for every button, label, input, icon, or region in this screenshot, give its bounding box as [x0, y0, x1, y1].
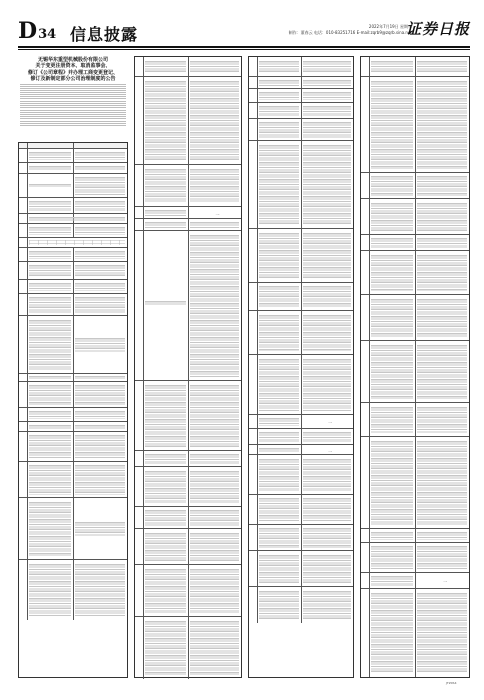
inline-grid	[29, 240, 125, 245]
masthead-logo: 证券日报	[405, 20, 470, 38]
notice-title: 无锡华东重型机械股份有限公司 关于变更注册资本、取消监事会、 修订《公司章程》并办理工商变更登记、 修订及新制定部分公司治理制度的公告	[27, 57, 118, 82]
column-4	[360, 56, 470, 678]
table-row	[249, 77, 353, 89]
page-number-label: D34	[18, 18, 57, 44]
column-3	[248, 56, 354, 678]
table-row	[19, 560, 127, 620]
table-row	[135, 507, 241, 529]
table-row: 一	[249, 415, 353, 429]
table-row	[19, 374, 127, 382]
table-row	[249, 455, 353, 495]
table-row	[361, 77, 469, 173]
table-row	[135, 529, 241, 565]
table-row	[361, 57, 469, 77]
table-row: 一	[135, 207, 241, 219]
table-row	[19, 198, 127, 214]
table-row	[19, 408, 127, 422]
table-row	[361, 341, 469, 403]
table-row	[361, 403, 469, 437]
table-row	[19, 422, 127, 432]
amendment-table-cont	[248, 56, 354, 678]
table-row	[361, 173, 469, 199]
table-row	[249, 57, 353, 77]
table-row	[19, 149, 127, 163]
table-row: 一	[249, 445, 353, 455]
table-row	[249, 525, 353, 551]
amendment-table-cont	[134, 56, 242, 678]
table-row	[361, 529, 469, 543]
table-row	[135, 381, 241, 451]
date-line: 2022年7月19日 星期二	[368, 24, 412, 29]
table-row	[249, 229, 353, 283]
table-row	[135, 57, 241, 77]
table-row	[19, 294, 127, 316]
amendment-table	[18, 142, 128, 678]
column-2	[134, 56, 242, 678]
table-row	[135, 451, 241, 467]
table-row	[19, 214, 127, 224]
table-row	[19, 262, 127, 280]
table-row	[361, 251, 469, 295]
table-row	[135, 77, 241, 165]
table-row	[19, 382, 127, 408]
table-row: 一	[361, 573, 469, 589]
table-row	[361, 235, 469, 251]
table-row	[135, 219, 241, 231]
table-row	[135, 467, 241, 507]
table-row	[19, 238, 127, 248]
table-row	[249, 551, 353, 587]
table-row	[361, 295, 469, 341]
table-row	[361, 199, 469, 235]
table-row	[361, 589, 469, 677]
table-row	[249, 355, 353, 415]
table-row	[249, 119, 353, 141]
table-row	[249, 141, 353, 229]
table-row	[19, 462, 127, 498]
page-header	[18, 20, 470, 44]
section-title: 信息披露	[70, 25, 139, 44]
header-meta	[289, 24, 412, 36]
table-row	[19, 316, 127, 374]
notice-body	[20, 110, 126, 120]
header-rule	[18, 46, 470, 48]
table-row	[135, 165, 241, 207]
editor-line: 制作：董春云 电话：010-83251716 E-mail:zqrb9@zqrb.sina.net	[288, 30, 412, 35]
table-row	[19, 174, 127, 198]
table-row	[249, 311, 353, 355]
table-row	[249, 495, 353, 525]
table-row	[249, 283, 353, 311]
header-rule-thin	[18, 49, 470, 50]
table-row	[19, 432, 127, 462]
table-row	[249, 89, 353, 103]
column-1	[18, 56, 128, 678]
notice-body	[20, 84, 126, 100]
table-row	[19, 498, 127, 560]
notice-body	[20, 101, 126, 109]
table-row	[135, 231, 241, 381]
table-row	[19, 163, 127, 174]
table-row	[249, 587, 353, 623]
table-row	[361, 437, 469, 529]
table-row	[135, 565, 241, 617]
footer-code: JTZ0S4	[446, 681, 457, 685]
table-row	[249, 429, 353, 445]
table-row	[19, 280, 127, 294]
table-row	[19, 248, 127, 262]
table-row	[249, 103, 353, 119]
table-row	[135, 617, 241, 679]
table-row	[19, 224, 127, 238]
amendment-table-cont	[360, 56, 470, 678]
table-row	[361, 543, 469, 573]
notice-body	[20, 121, 126, 127]
